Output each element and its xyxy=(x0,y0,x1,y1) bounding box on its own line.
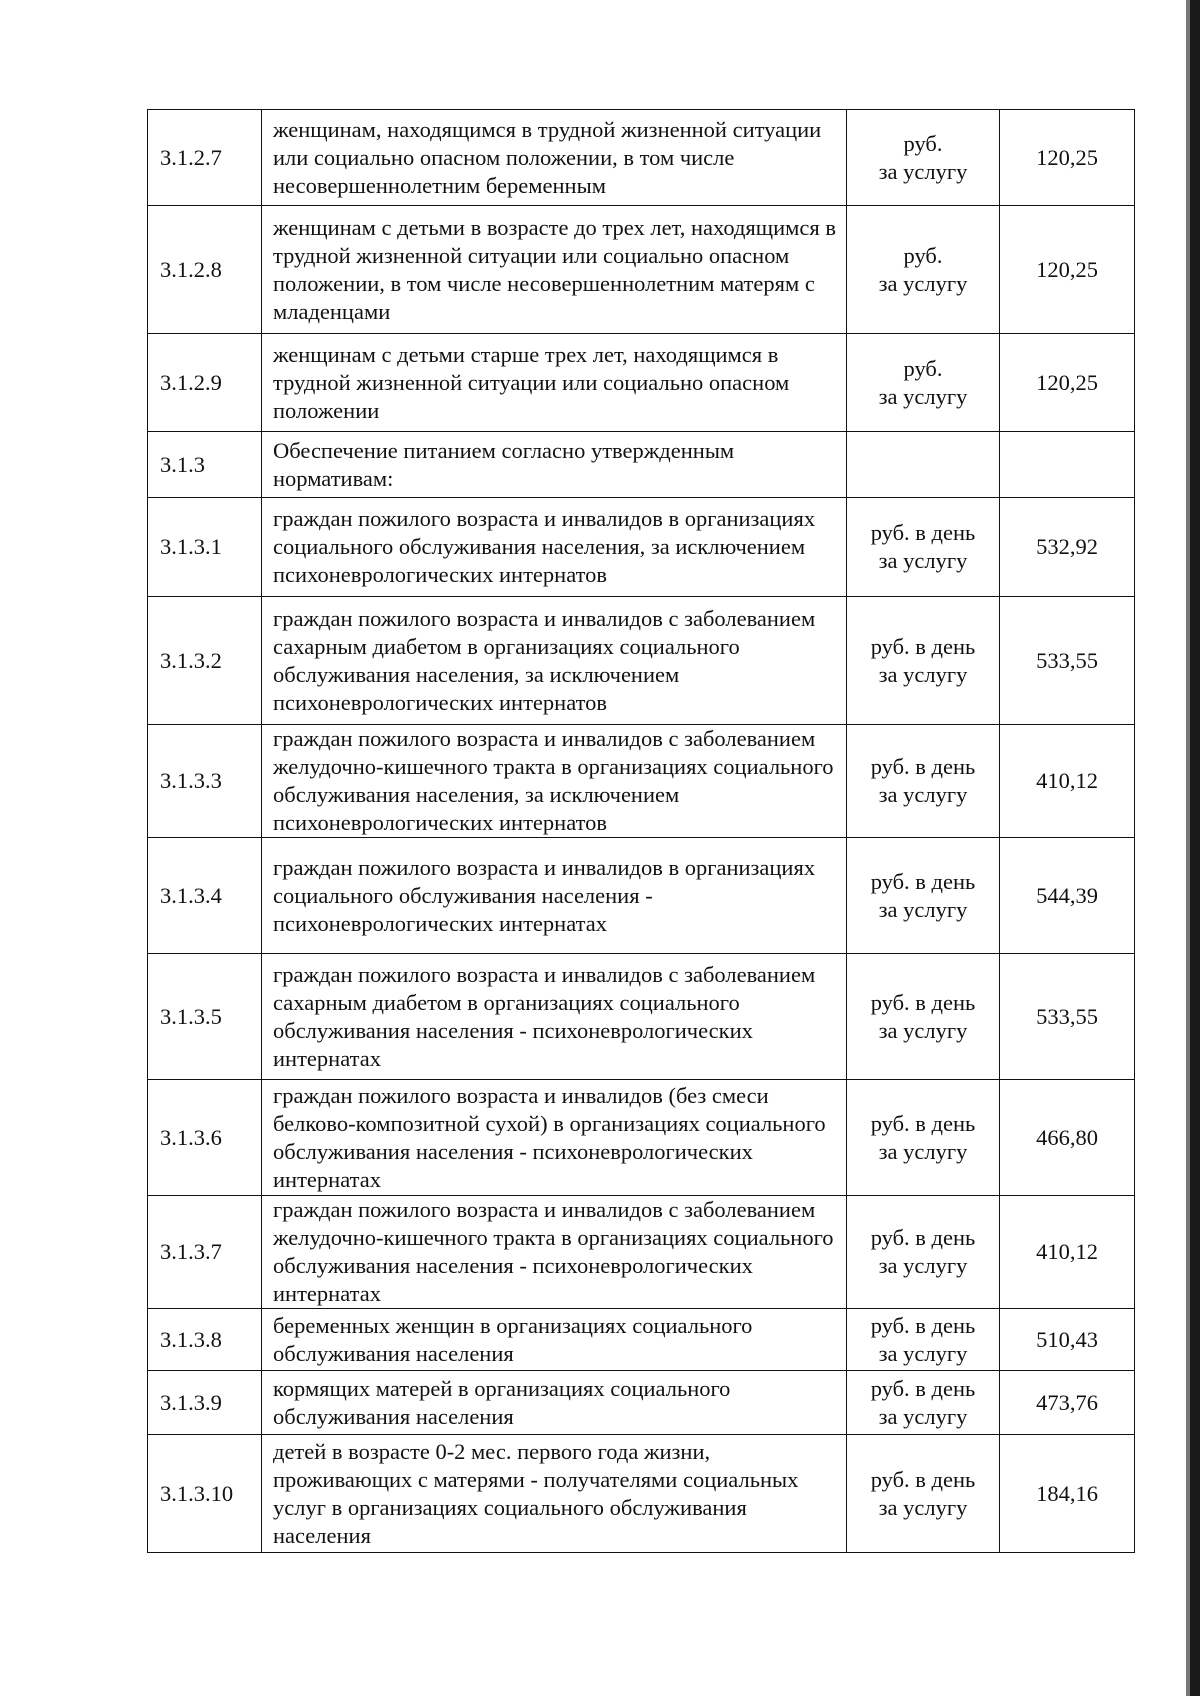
row-description: женщинам, находящимся в трудной жизненной ситуации или социально опасном положении, в том числе несовершеннолетним беременным xyxy=(262,110,847,206)
unit-line-2: за услугу xyxy=(878,1340,968,1366)
row-number: 3.1.3.4 xyxy=(148,838,262,954)
row-unit xyxy=(847,597,1000,725)
unit-line-2: за услугу xyxy=(878,548,968,573)
row-value: 184,16 xyxy=(1000,1435,1135,1553)
row-number: 3.1.3.7 xyxy=(148,1196,262,1309)
row-number: 3.1.3.6 xyxy=(148,1080,262,1196)
row-unit xyxy=(847,1309,1000,1371)
table-row xyxy=(148,334,1135,432)
row-unit xyxy=(847,725,1000,838)
row-value: 473,76 xyxy=(1000,1371,1135,1435)
row-value: 510,43 xyxy=(1000,1309,1135,1371)
unit-line-1: руб. в день xyxy=(870,989,976,1015)
row-number: 3.1.3.9 xyxy=(148,1371,262,1435)
table-row xyxy=(148,597,1135,725)
unit-line-1: руб. в день xyxy=(870,1225,976,1250)
row-value: 466,80 xyxy=(1000,1080,1135,1196)
row-value xyxy=(1000,432,1135,498)
row-number: 3.1.2.7 xyxy=(148,110,262,206)
row-unit xyxy=(847,838,1000,954)
row-value: 533,55 xyxy=(1000,954,1135,1080)
tariff-table xyxy=(147,109,1135,1553)
table-row xyxy=(148,1196,1135,1309)
unit-line-2: за услугу xyxy=(878,782,968,807)
unit-line-1: руб. xyxy=(903,242,943,268)
unit-line-1: руб. в день xyxy=(870,868,976,894)
row-value: 120,25 xyxy=(1000,110,1135,206)
row-description: кормящих матерей в организациях социального обслуживания населения xyxy=(262,1371,847,1435)
unit-line-2: за услугу xyxy=(878,1253,968,1278)
row-value: 410,12 xyxy=(1000,725,1135,838)
unit-line-2: за услугу xyxy=(878,1138,968,1164)
row-unit xyxy=(847,498,1000,597)
row-unit xyxy=(847,954,1000,1080)
row-unit xyxy=(847,334,1000,432)
row-value: 120,25 xyxy=(1000,206,1135,334)
row-value: 410,12 xyxy=(1000,1196,1135,1309)
table-row xyxy=(148,1435,1135,1553)
unit-line-1: руб. в день xyxy=(870,1110,976,1136)
row-unit xyxy=(847,432,1000,498)
row-description: граждан пожилого возраста и инвалидов с заболеванием желудочно-кишечного тракта в организациях социального обслуживания населения - психоневрологических интернатах xyxy=(262,1196,847,1309)
row-unit xyxy=(847,1371,1000,1435)
unit-line-1: руб. в день xyxy=(870,633,976,659)
unit-line-2: за услугу xyxy=(878,661,968,687)
unit-line-1: руб. в день xyxy=(870,1375,976,1401)
table-row xyxy=(148,110,1135,206)
table-row xyxy=(148,1371,1135,1435)
table-row xyxy=(148,498,1135,597)
table-row xyxy=(148,838,1135,954)
unit-line-1: руб. xyxy=(903,355,943,381)
row-number: 3.1.3.1 xyxy=(148,498,262,597)
row-number: 3.1.3 xyxy=(148,432,262,498)
unit-line-2: за услугу xyxy=(878,1403,968,1429)
row-description: граждан пожилого возраста и инвалидов (без смеси белково-композитной сухой) в организациях социального обслуживания населения - психоневрологических интернатах xyxy=(262,1080,847,1196)
table-row xyxy=(148,1309,1135,1371)
unit-line-2: за услугу xyxy=(878,158,968,184)
row-unit xyxy=(847,1196,1000,1309)
row-description: граждан пожилого возраста и инвалидов в организациях социального обслуживания населения, за исключением психоневрологических интернатов xyxy=(262,498,847,597)
row-description: детей в возрасте 0-2 мес. первого года жизни, проживающих с матерями - получателями социальных услуг в организациях социального обслуживания населения xyxy=(262,1435,847,1553)
table-row xyxy=(148,725,1135,838)
row-description: женщинам с детьми в возрасте до трех лет, находящимся в трудной жизненной ситуации или социально опасном положении, в том числе несовершеннолетним матерям с младенцами xyxy=(262,206,847,334)
row-number: 3.1.3.8 xyxy=(148,1309,262,1371)
row-description: беременных женщин в организациях социального обслуживания населения xyxy=(262,1309,847,1371)
row-number: 3.1.2.9 xyxy=(148,334,262,432)
row-number: 3.1.2.8 xyxy=(148,206,262,334)
row-number: 3.1.3.10 xyxy=(148,1435,262,1553)
row-unit xyxy=(847,206,1000,334)
table-row xyxy=(148,954,1135,1080)
row-number: 3.1.3.3 xyxy=(148,725,262,838)
unit-line-2: за услугу xyxy=(878,896,968,922)
table-row xyxy=(148,1080,1135,1196)
unit-line-2: за услугу xyxy=(878,1017,968,1043)
unit-line-1: руб. в день xyxy=(870,520,976,545)
row-number: 3.1.3.2 xyxy=(148,597,262,725)
row-description: Обеспечение питанием согласно утвержденным нормативам: xyxy=(262,432,847,498)
unit-line-2: за услугу xyxy=(878,270,968,296)
row-unit xyxy=(847,1080,1000,1196)
unit-line-2: за услугу xyxy=(878,1494,968,1520)
unit-line-2: за услугу xyxy=(878,383,968,409)
row-description: граждан пожилого возраста и инвалидов с заболеванием сахарным диабетом в организациях социального обслуживания населения, за исключением психоневрологических интернатов xyxy=(262,597,847,725)
unit-line-1: руб. xyxy=(903,130,943,156)
row-value: 532,92 xyxy=(1000,498,1135,597)
row-value: 533,55 xyxy=(1000,597,1135,725)
row-unit xyxy=(847,1435,1000,1553)
table-row xyxy=(148,206,1135,334)
row-description: женщинам с детьми старше трех лет, находящимся в трудной жизненной ситуации или социально опасном положении xyxy=(262,334,847,432)
row-number: 3.1.3.5 xyxy=(148,954,262,1080)
unit-line-1: руб. в день xyxy=(870,1312,976,1338)
row-value: 120,25 xyxy=(1000,334,1135,432)
row-description: граждан пожилого возраста и инвалидов с заболеванием сахарным диабетом в организациях социального обслуживания населения - психоневрологических интернатах xyxy=(262,954,847,1080)
row-value: 544,39 xyxy=(1000,838,1135,954)
unit-line-1: руб. в день xyxy=(870,1466,976,1492)
unit-line-1: руб. в день xyxy=(870,754,976,779)
row-unit xyxy=(847,110,1000,206)
row-description: граждан пожилого возраста и инвалидов в организациях социального обслуживания населения - психоневрологических интернатах xyxy=(262,838,847,954)
table-row xyxy=(148,432,1135,498)
row-description: граждан пожилого возраста и инвалидов с заболеванием желудочно-кишечного тракта в организациях социального обслуживания населения, за исключением психоневрологических интернатов xyxy=(262,725,847,838)
scan-edge xyxy=(1190,0,1200,1696)
